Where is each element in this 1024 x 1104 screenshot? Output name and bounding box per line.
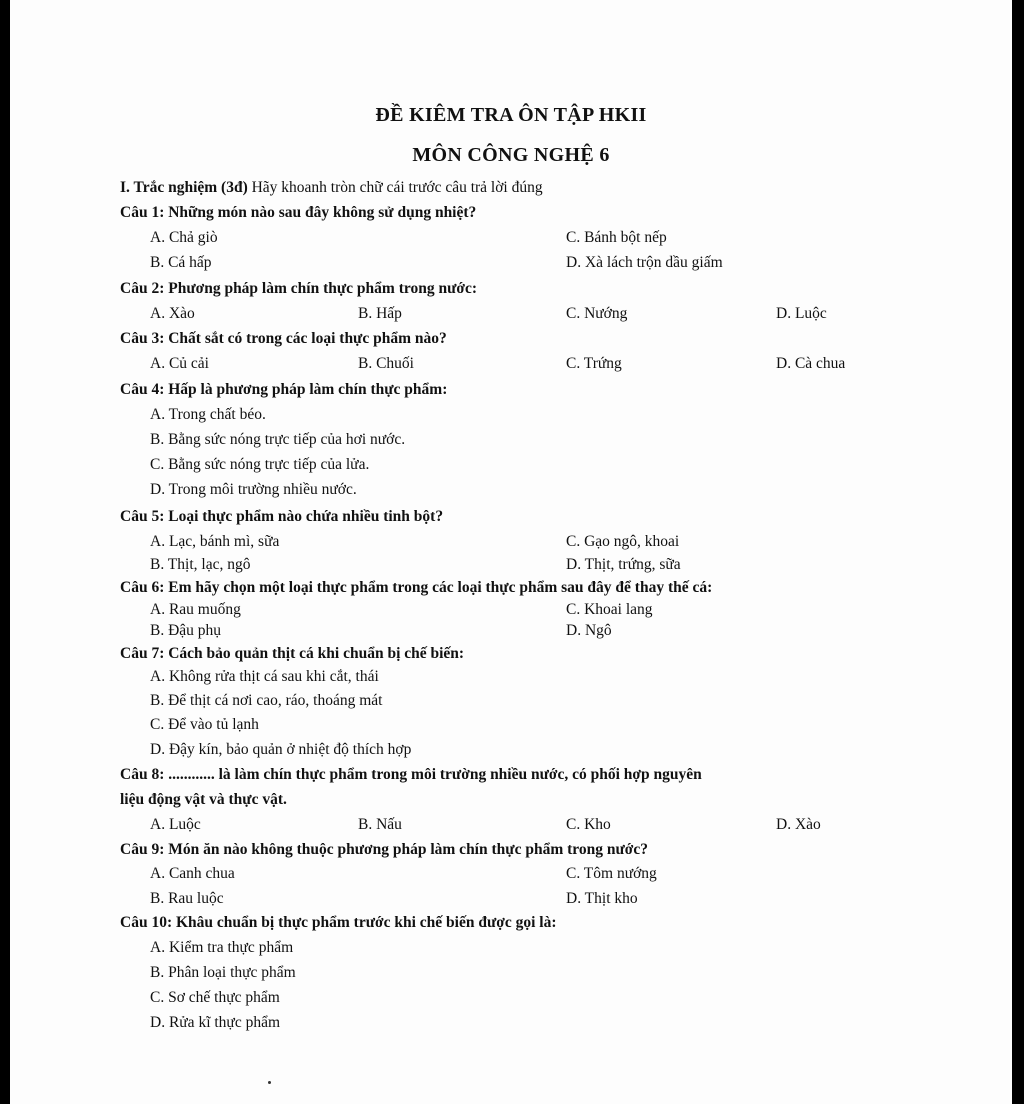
section-instruction: Hãy khoanh tròn chữ cái trước câu trả lời đúng bbox=[251, 179, 543, 196]
question-6-option-c[interactable]: C. Khoai lang bbox=[566, 601, 653, 618]
question-2-prompt: Câu 2: Phương pháp làm chín thực phẩm trong nước: bbox=[120, 280, 477, 297]
question-1-option-c[interactable]: C. Bánh bột nếp bbox=[566, 229, 667, 246]
question-9-option-b[interactable]: B. Rau luộc bbox=[150, 890, 224, 907]
section-label: I. Trắc nghiệm (3đ) bbox=[120, 179, 248, 196]
question-10-option-c[interactable]: C. Sơ chế thực phẩm bbox=[150, 989, 280, 1006]
question-2-option-b[interactable]: B. Hấp bbox=[358, 305, 402, 322]
question-4-option-c[interactable]: C. Bằng sức nóng trực tiếp của lửa. bbox=[150, 456, 370, 473]
question-2-option-a[interactable]: A. Xào bbox=[150, 305, 195, 322]
exam-title: ĐỀ KIÊM TRA ÔN TẬP HKII bbox=[375, 104, 647, 126]
question-1-prompt: Câu 1: Những món nào sau đây không sử dụng nhiệt? bbox=[120, 204, 477, 221]
question-3-prompt: Câu 3: Chất sắt có trong các loại thực phẩm nào? bbox=[120, 330, 447, 347]
question-5-option-c[interactable]: C. Gạo ngô, khoai bbox=[566, 533, 680, 550]
question-3-option-c[interactable]: C. Trứng bbox=[566, 355, 622, 372]
question-2-option-d[interactable]: D. Luộc bbox=[776, 305, 827, 322]
exam-page bbox=[10, 0, 1012, 1104]
question-8-option-a[interactable]: A. Luộc bbox=[150, 816, 201, 833]
question-1-option-d[interactable]: D. Xà lách trộn dầu giấm bbox=[566, 254, 723, 271]
subject-title: MÔN CÔNG NGHỆ 6 bbox=[412, 144, 610, 166]
question-10-option-a[interactable]: A. Kiểm tra thực phẩm bbox=[150, 939, 294, 956]
question-4-option-a[interactable]: A. Trong chất béo. bbox=[150, 406, 266, 423]
question-4-option-d[interactable]: D. Trong môi trường nhiều nước. bbox=[150, 481, 357, 498]
question-8-option-b[interactable]: B. Nấu bbox=[358, 816, 402, 833]
question-3-option-d[interactable]: D. Cà chua bbox=[776, 355, 846, 372]
question-6-option-b[interactable]: B. Đậu phụ bbox=[150, 622, 222, 639]
question-6-prompt: Câu 6: Em hãy chọn một loại thực phẩm trong các loại thực phẩm sau đây để thay thế cá: bbox=[120, 579, 713, 596]
question-7-option-c[interactable]: C. Để vào tủ lạnh bbox=[150, 716, 259, 733]
question-5-option-d[interactable]: D. Thịt, trứng, sữa bbox=[566, 556, 681, 573]
question-9-option-c[interactable]: C. Tôm nướng bbox=[566, 865, 657, 882]
question-1-option-b[interactable]: B. Cá hấp bbox=[150, 254, 212, 271]
question-8-prompt: Câu 8: ............ là làm chín thực phẩm trong môi trường nhiều nước, có phối hợp nguyên bbox=[120, 766, 702, 783]
scan-speck bbox=[268, 1081, 271, 1084]
question-7-prompt: Câu 7: Cách bảo quản thịt cá khi chuẩn bị chế biến: bbox=[120, 645, 465, 662]
question-6-option-d[interactable]: D. Ngô bbox=[566, 622, 612, 639]
question-2-option-c[interactable]: C. Nướng bbox=[566, 305, 628, 322]
question-1-option-a[interactable]: A. Chả giò bbox=[150, 229, 218, 246]
question-5-option-b[interactable]: B. Thịt, lạc, ngô bbox=[150, 556, 251, 573]
question-7-option-b[interactable]: B. Để thịt cá nơi cao, ráo, thoáng mát bbox=[150, 692, 383, 709]
question-5-prompt: Câu 5: Loại thực phẩm nào chứa nhiều tinh bột? bbox=[120, 508, 444, 525]
question-10-option-d[interactable]: D. Rửa kĩ thực phẩm bbox=[150, 1014, 281, 1031]
question-8-option-c[interactable]: C. Kho bbox=[566, 816, 611, 833]
section-heading bbox=[120, 179, 543, 197]
question-8-option-d[interactable]: D. Xào bbox=[776, 816, 821, 833]
question-7-option-a[interactable]: A. Không rửa thịt cá sau khi cắt, thái bbox=[150, 668, 379, 685]
question-9-prompt: Câu 9: Món ăn nào không thuộc phương pháp làm chín thực phẩm trong nước? bbox=[120, 841, 648, 858]
question-10-option-b[interactable]: B. Phân loại thực phẩm bbox=[150, 964, 296, 981]
question-9-option-a[interactable]: A. Canh chua bbox=[150, 865, 235, 882]
question-3-option-a[interactable]: A. Củ cải bbox=[150, 355, 209, 372]
question-10-prompt: Câu 10: Khâu chuẩn bị thực phẩm trước khi chế biến được gọi là: bbox=[120, 914, 557, 931]
question-4-prompt: Câu 4: Hấp là phương pháp làm chín thực phẩm: bbox=[120, 381, 448, 398]
question-5-option-a[interactable]: A. Lạc, bánh mì, sữa bbox=[150, 533, 280, 550]
question-3-option-b[interactable]: B. Chuối bbox=[358, 355, 414, 372]
question-4-option-b[interactable]: B. Bằng sức nóng trực tiếp của hơi nước. bbox=[150, 431, 406, 448]
question-8-prompt-cont: liệu động vật và thực vật. bbox=[120, 791, 287, 808]
question-7-option-d[interactable]: D. Đậy kín, bảo quản ở nhiệt độ thích hợp bbox=[150, 741, 412, 758]
question-9-option-d[interactable]: D. Thịt kho bbox=[566, 890, 638, 907]
question-6-option-a[interactable]: A. Rau muống bbox=[150, 601, 241, 618]
